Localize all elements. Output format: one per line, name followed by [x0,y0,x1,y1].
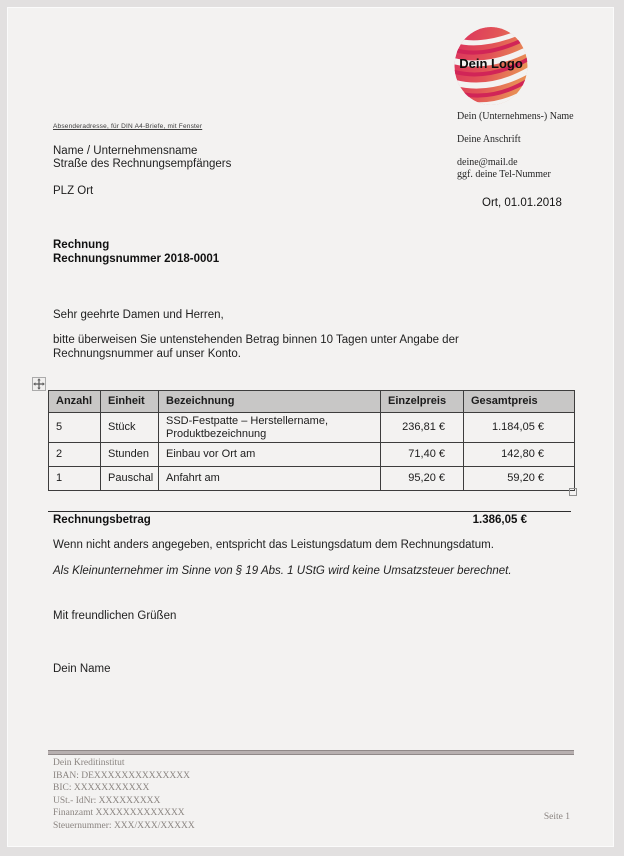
footer-tax-office: Finanzamt XXXXXXXXXXXXX [53,808,185,818]
col-header-gesamtpreis: Gesamtpreis [464,391,575,413]
small-business-note: Als Kleinunternehmer im Sinne von § 19 Abs. 1 UStG wird keine Umsatzsteuer berechnet. [53,565,512,577]
invoice-heading: Rechnung [53,239,110,251]
intro-line-1: bitte überweisen Sie untenstehenden Betrag binnen 10 Tagen unter Angabe der [53,334,459,346]
page-number: Seite 1 [543,812,570,822]
cell-einheit: Stunden [101,443,159,467]
cell-gesamtpreis: 59,20 € [464,467,575,491]
cell-einzelpreis: 236,81 € [381,413,464,443]
invoice-items-table [48,390,575,491]
cell-anzahl: 1 [49,467,101,491]
cell-anzahl: 2 [49,443,101,467]
footer-iban: IBAN: DEXXXXXXXXXXXXXX [53,770,190,781]
sender-email: deine@mail.de [457,157,518,168]
invoice-title-block [53,238,219,266]
footer-bank-details [53,757,195,832]
table-header-row [49,391,575,413]
cell-bezeichnung: Einbau vor Ort am [159,443,381,467]
footer-divider [48,750,574,755]
cell-einzelpreis: 95,20 € [381,467,464,491]
col-header-anzahl: Anzahl [49,391,101,413]
footer-tax-number: Steuernummer: XXX/XXX/XXXXX [53,820,195,831]
place-and-date: Ort, 01.01.2018 [482,197,562,209]
cell-bezeichnung: SSD-Festpatte – Herstellername, Produktbezeichnung [159,413,381,443]
table-row [49,467,575,491]
sender-phone: ggf. deine Tel-Nummer [457,169,551,180]
sender-company-name: Dein (Unternehmens-) Name [457,111,574,122]
recipient-street: Straße des Rechnungsempfängers [53,158,232,170]
table-move-handle[interactable] [32,377,46,391]
closing-salutation: Mit freundlichen Grüßen [53,610,177,622]
table-row [49,413,575,443]
cell-einheit: Pauschal [101,467,159,491]
cell-bezeichnung: Anfahrt am [159,467,381,491]
sender-address: Deine Anschrift [457,134,521,145]
recipient-city: PLZ Ort [53,185,94,197]
cell-einzelpreis: 71,40 € [381,443,464,467]
invoice-total-row [48,514,571,529]
cell-gesamtpreis: 1.184,05 € [464,413,575,443]
col-header-bezeichnung: Bezeichnung [159,391,381,413]
recipient-name: Name / Unternehmensname [53,145,198,157]
cell-gesamtpreis: 142,80 € [464,443,575,467]
total-amount: 1.386,05 € [472,514,527,526]
cell-einheit: Stück [101,413,159,443]
table-row [49,443,575,467]
logo-text: Dein Logo [459,56,523,71]
sender-address-window-note: Absenderadresse, für DIN A4-Briefe, mit Fenster [53,123,203,130]
greeting-line: Sehr geehrte Damen und Herren, [53,309,224,321]
footer-bic: BIC: XXXXXXXXXXX [53,783,150,793]
intro-paragraph [53,334,543,361]
intro-line-2: Rechnungsnummer auf unser Konto. [53,347,241,360]
move-cross-icon [32,377,46,391]
table-resize-handle[interactable] [569,488,577,496]
summary-divider [48,511,571,512]
company-logo [452,25,530,107]
total-label: Rechnungsbetrag [53,514,151,526]
service-date-note: Wenn nicht anders angegeben, entspricht das Leistungsdatum dem Rechnungsdatum. [53,539,494,551]
footer-bank-name: Dein Kreditinstitut [53,758,125,768]
cell-anzahl: 5 [49,413,101,443]
col-header-einzelpreis: Einzelpreis [381,391,464,413]
signature-name: Dein Name [53,663,111,675]
footer-vat-id: USt.- IdNr: XXXXXXXXX [53,795,161,806]
col-header-einheit: Einheit [101,391,159,413]
invoice-number: Rechnungsnummer 2018-0001 [53,253,220,265]
